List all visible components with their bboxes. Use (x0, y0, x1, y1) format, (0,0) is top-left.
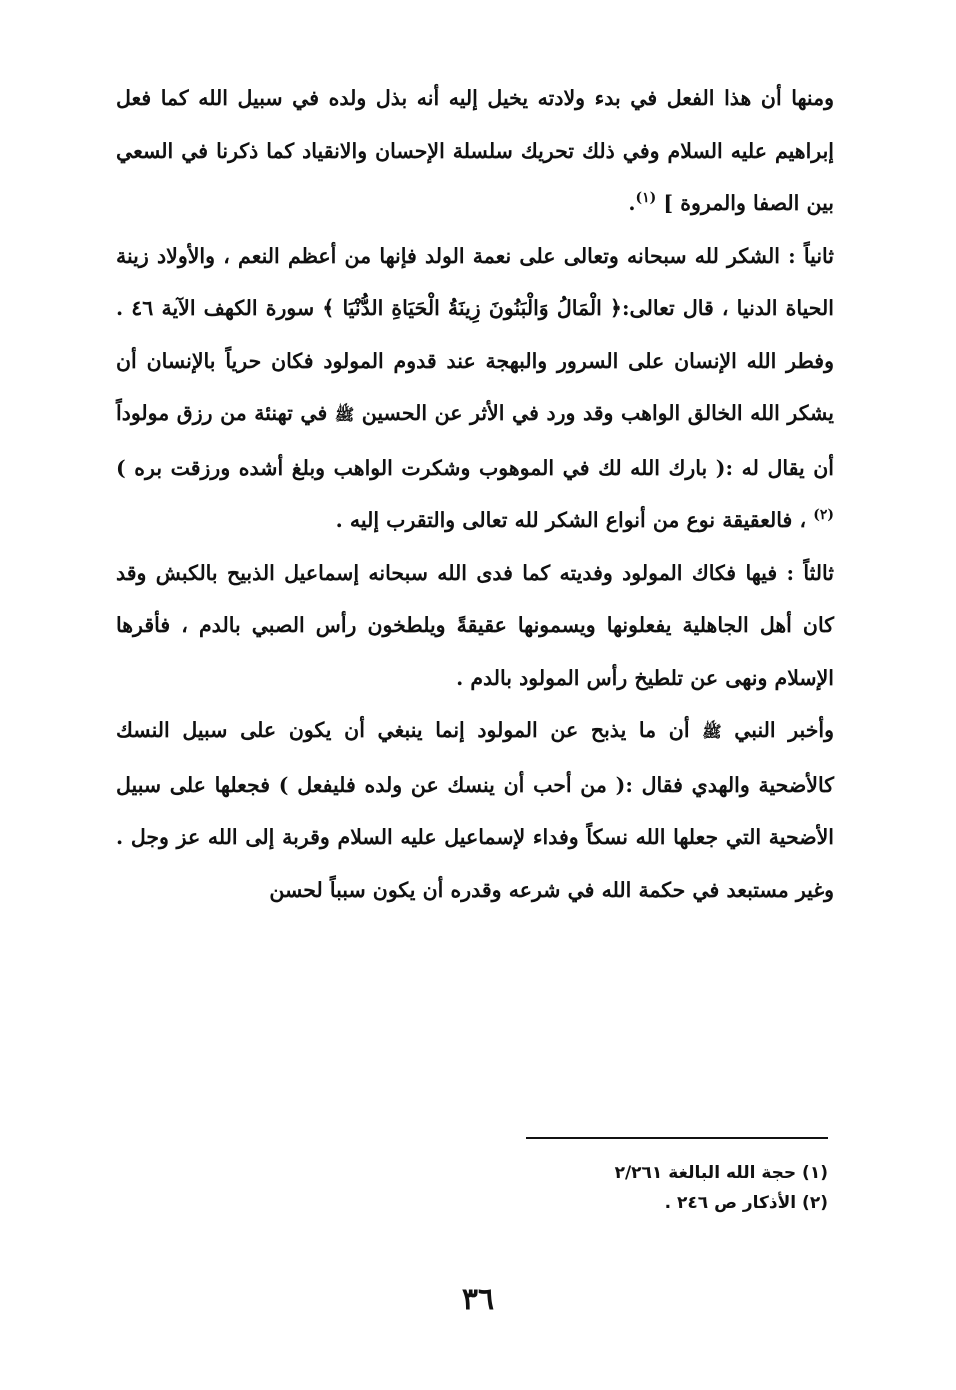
paragraph-1-end: . (628, 191, 636, 215)
paragraph-2-text-d: ، فالعقيقة نوع من أنواع الشكر لله تعالى والتقرب إليه . (335, 508, 807, 532)
paragraph-2-text-a: ثانياً : الشكر لله سبحانه وتعالى على نعمة الولد فإنها من أعظم النعم ، والأولاد زينة الحياة الدنيا ، قال تعالى: (116, 243, 834, 320)
paragraph-4 (116, 704, 834, 916)
paragraph-2 (116, 230, 834, 547)
footnote-ref-2: (٢) (813, 507, 834, 524)
paragraph-1 (116, 72, 834, 230)
paragraph-4-text-b: أن ما يذبح عن المولود إنما ينبغي أن يكون على سبيل النسك كالأضحية والهدي فقال :( من أحب أن ينسك عن ولده فليفعل ) فجعلها على سبيل الأضحية التي جعلها الله نسكاً وفداء لإسماعيل عليه السلام وقربة إلى الله عز وجل . وغير مستبعد في حكمة الله في شرعه وقدره أن يكون سبباً لحسن (116, 718, 834, 902)
paragraph-2-text-b: سورة الكهف الآية ٤٦ . وفطر الله الإنسان على السرور والبهجة عند قدوم المولود فكان حرياً بالإنسان أن يشكر الله الخالق الواهب وقد ورد في الأثر عن الحسين (116, 296, 835, 425)
honorific-symbol-2: ﷺ (702, 722, 722, 741)
paragraph-3-text: ثالثاً : فيها فكاك المولود وفديته كما فدى الله سبحانه إسماعيل الذبيح بالكبش وقد كان أهل الجاهلية يفعلونها ويسمونها عقيقةً ويلطخون رأس الصبي بالدم ، فأقرها الإسلام ونهى عن تلطيخ رأس المولود بالدم . (116, 560, 834, 690)
paragraph-4-text-a: وأخبر النبي (734, 718, 835, 742)
page-number: ٣٦ (461, 1282, 495, 1317)
footnote-1: (١) حجة الله البالغة ٢/٢٦١ (614, 1163, 828, 1183)
paragraph-1-text: ومنها أن هذا الفعل في بدء ولادته يخيل إليه أنه بذل ولده في سبيل الله كما فعل إبراهيم عليه السلام وفي ذلك تحريك سلسلة الإحسان والانقياد كما ذكرنا في السعي بين الصفا والمروة ] (116, 86, 834, 215)
footnote-separator (526, 1137, 828, 1139)
paragraph-2-text-c: في تهنئة من رزق مولوداً أن يقال له :( بارك الله لك في الموهوب وشكرت الواهب وبلغ أشده ورزقت بره ) (116, 401, 834, 480)
body-text (116, 72, 834, 916)
footnote-ref-1: (١) (635, 190, 657, 207)
quran-verse: ﴿ الْمَالُ وَالْبَنُونَ زِينَةُ الْحَيَاةِ الدُّنْيَا ﴾ (322, 296, 622, 320)
honorific-symbol: ﷺ (334, 405, 355, 424)
footnotes (428, 1158, 828, 1218)
footnote-2: (٢) الأذكار ص ٢٤٦ . (664, 1193, 828, 1213)
paragraph-3 (116, 547, 834, 705)
